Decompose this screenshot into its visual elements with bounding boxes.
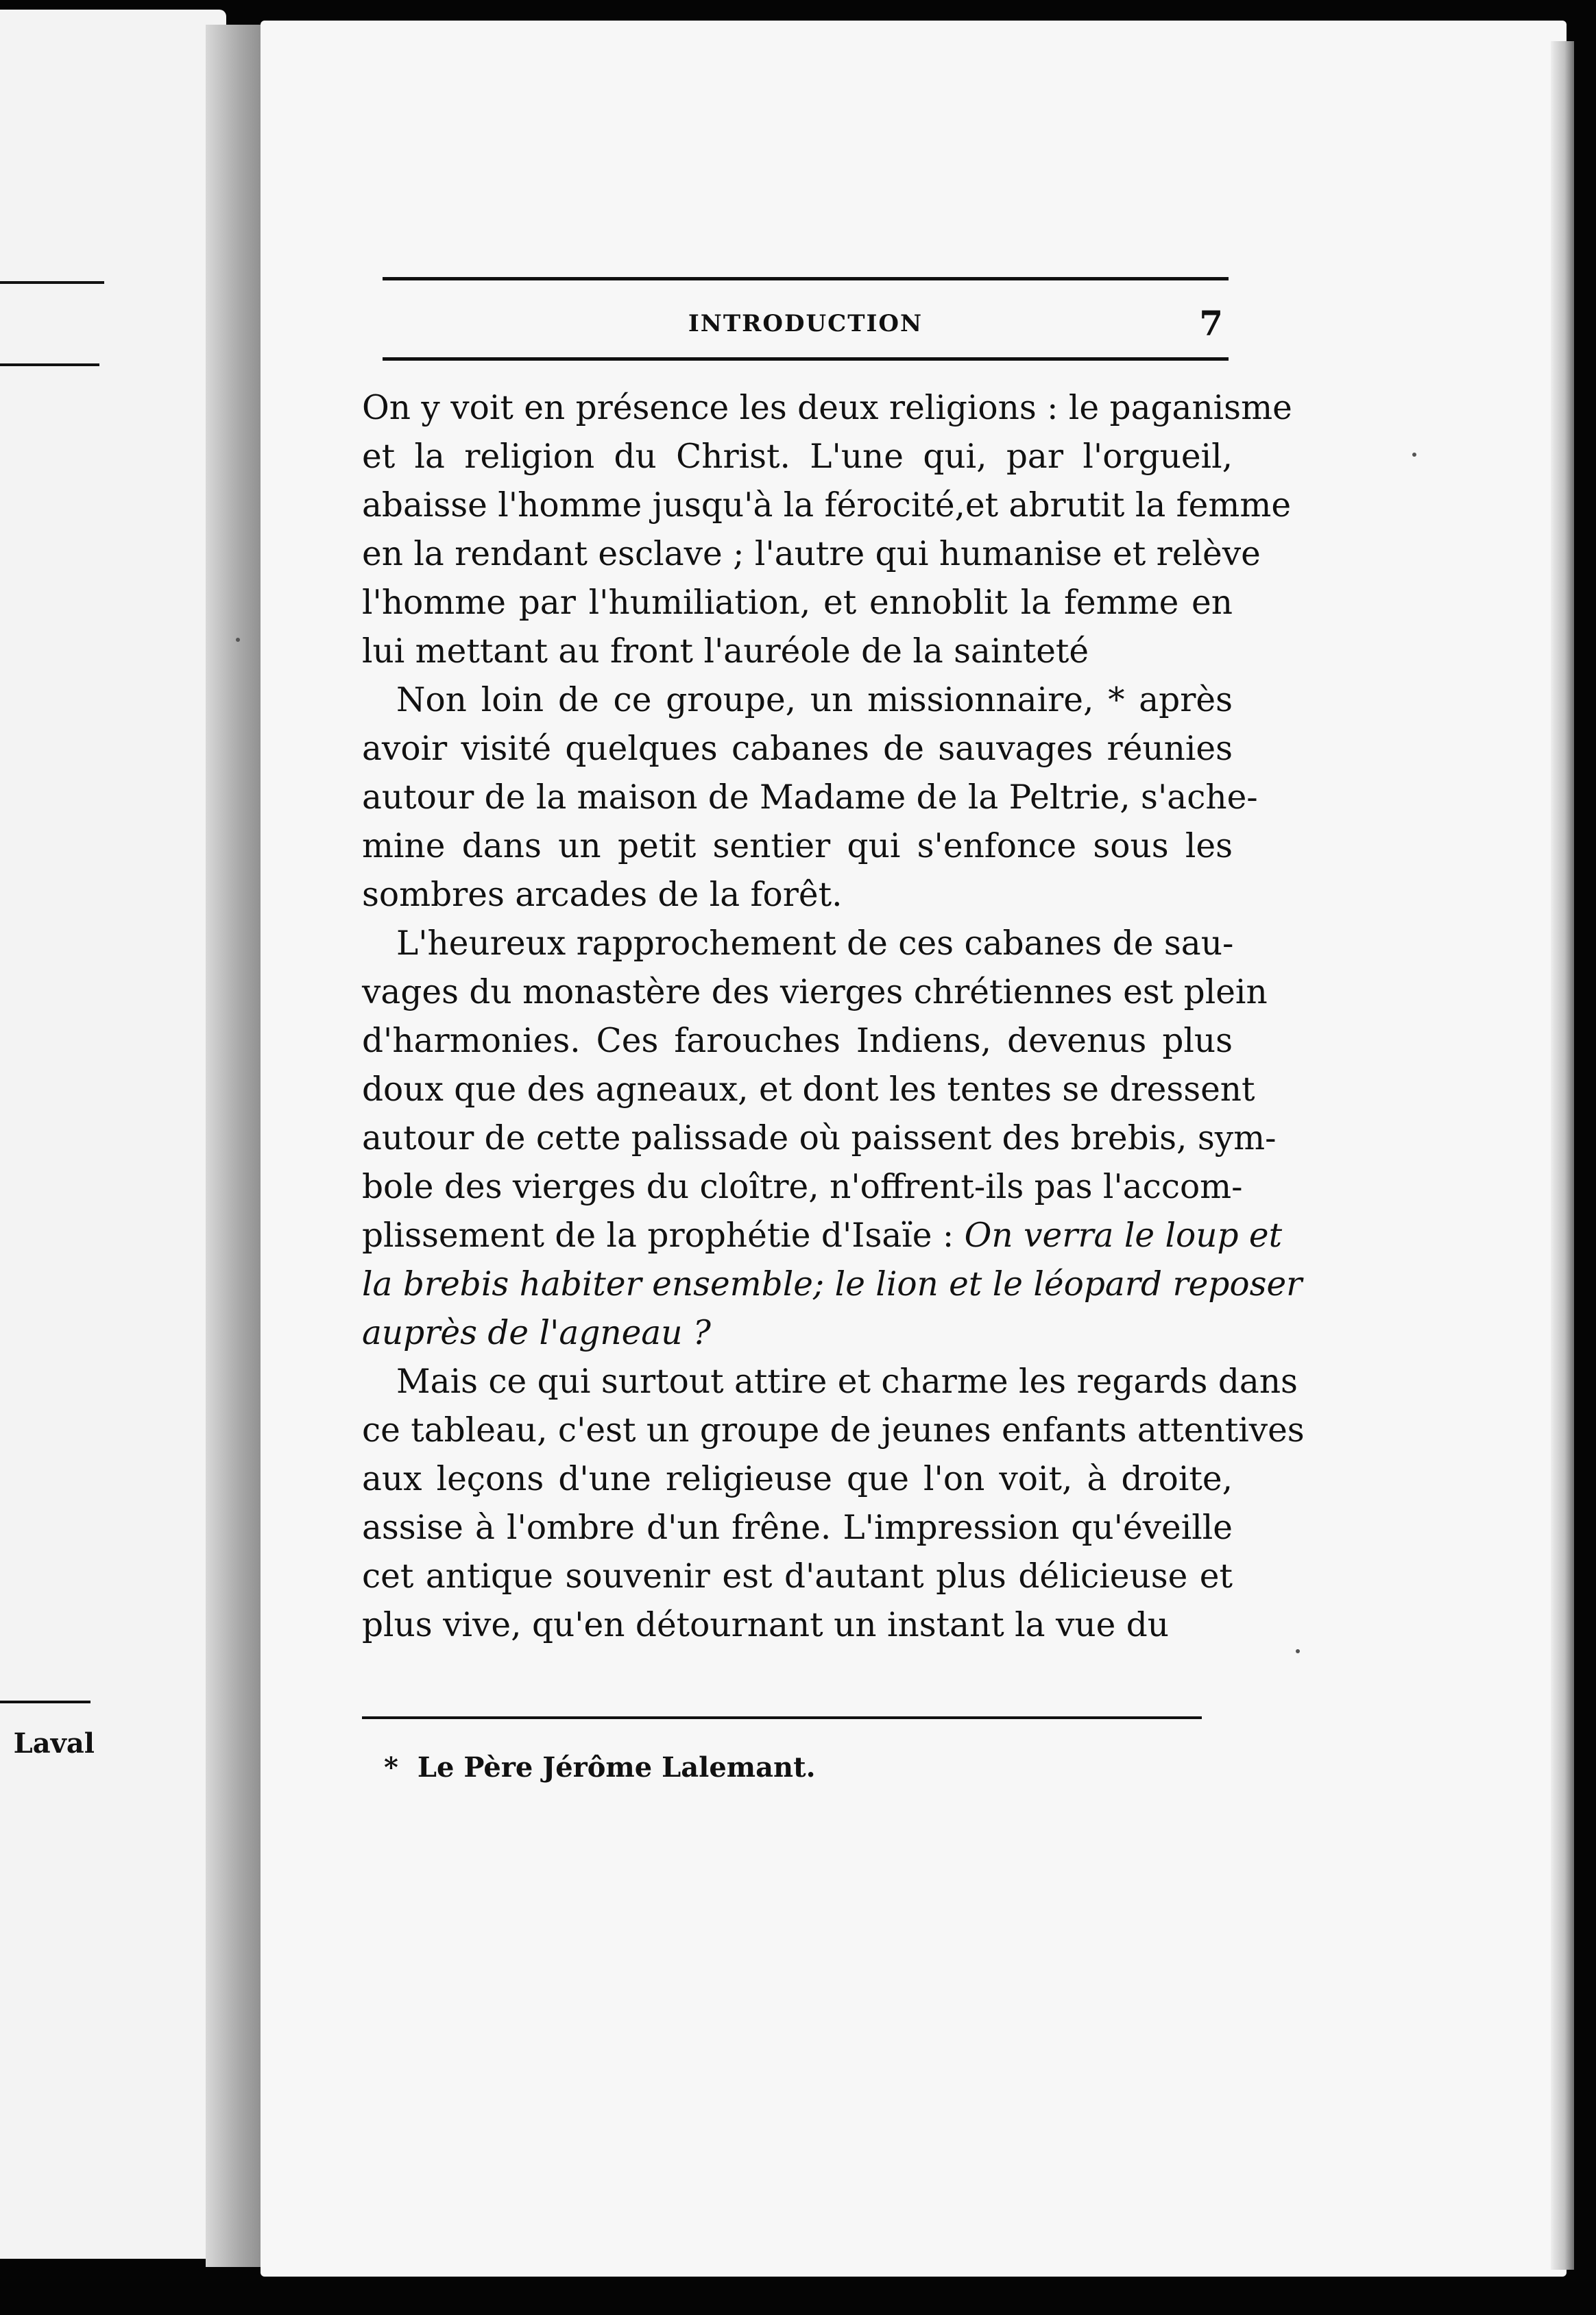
text-line: ce tableau, c'est un groupe de jeunes enfants attentives — [362, 1411, 1305, 1450]
text-line: plus vive, qu'en détournant un instant la vue du — [362, 1606, 1170, 1644]
text-line: aux leçons d'une religieuse que l'on voit, à droite, — [362, 1460, 1233, 1498]
left-page — [0, 10, 226, 2259]
text-line: cet antique souvenir est d'autant plus délicieuse et — [362, 1557, 1233, 1596]
page-edge — [1551, 41, 1574, 2270]
left-page-header-rule — [0, 363, 99, 366]
text-line: l'homme par l'humiliation, et ennoblit la femme en — [362, 584, 1233, 622]
text-line: et la religion du Christ. L'une qui, par l'orgueil, — [362, 437, 1233, 476]
footnote-marker: * — [384, 1751, 398, 1784]
dust-speck — [236, 638, 240, 642]
quotation-italic: On verra le loup et — [964, 1216, 1283, 1255]
text-line: en la rendant esclave ; l'autre qui humanise et relève — [362, 535, 1261, 573]
text-line: mine dans un petit sentier qui s'enfonce sous les — [362, 827, 1233, 865]
text-line: L'heureux rapprochement de ces cabanes de sau- — [396, 924, 1234, 963]
page-number: 7 — [1199, 303, 1223, 344]
left-page-footnote: Laval — [13, 1727, 95, 1760]
text-line: assise à l'ombre d'un frêne. L'impression qu'éveille — [362, 1509, 1233, 1547]
header-bottom-rule — [383, 357, 1229, 361]
text-line: doux que des agneaux, et dont les tentes se dressent — [362, 1070, 1255, 1109]
text-line: autour de cette palissade où paissent des brebis, sym- — [362, 1119, 1277, 1158]
running-head: INTRODUCTION — [688, 310, 923, 337]
quotation-italic-line: la brebis habiter ensemble; le lion et le léopard reposer — [362, 1265, 1303, 1304]
text-line: lui mettant au front l'auréole de la sainteté — [362, 632, 1089, 671]
text-line: Mais ce qui surtout attire et charme les regards dans — [396, 1363, 1298, 1401]
paragraph-4 — [362, 1358, 1305, 1650]
text-line-mixed — [362, 1216, 1282, 1255]
text-line: avoir visité quelques cabanes de sauvages réunies — [362, 730, 1233, 768]
quotation-italic-line: auprès de l'agneau ? — [362, 1314, 711, 1352]
text-line: d'harmonies. Ces farouches Indiens, devenus plus — [362, 1022, 1233, 1060]
footnote — [384, 1751, 816, 1784]
paragraph-3 — [362, 920, 1303, 1358]
body-text — [362, 384, 1305, 1650]
text-segment: plissement de la prophétie d'Isaïe : — [362, 1216, 954, 1255]
footnote-rule — [362, 1716, 1202, 1719]
left-page-top-rule — [0, 281, 104, 284]
left-page-footnote-rule — [0, 1701, 90, 1703]
page-header — [383, 277, 1229, 369]
paragraph-1 — [362, 384, 1292, 676]
text-line: bole des vierges du cloître, n'offrent-ils pas l'accom- — [362, 1168, 1243, 1206]
text-line: On y voit en présence les deux religions : le paganisme — [362, 389, 1292, 427]
text-line: autour de la maison de Madame de la Peltrie, s'ache- — [362, 778, 1258, 817]
paragraph-2 — [362, 676, 1258, 920]
text-line: vages du monastère des vierges chrétiennes est plein — [362, 973, 1268, 1011]
dust-speck — [1412, 453, 1416, 457]
text-line: Non loin de ce groupe, un missionnaire, * après — [396, 681, 1233, 719]
text-line: sombres arcades de la forêt. — [362, 876, 843, 914]
footnote-text: Le Père Jérôme Lalemant. — [417, 1751, 816, 1784]
text-line: abaisse l'homme jusqu'à la férocité,et abrutit la femme — [362, 486, 1292, 525]
header-top-rule — [383, 277, 1229, 280]
dust-speck — [1296, 1649, 1300, 1653]
